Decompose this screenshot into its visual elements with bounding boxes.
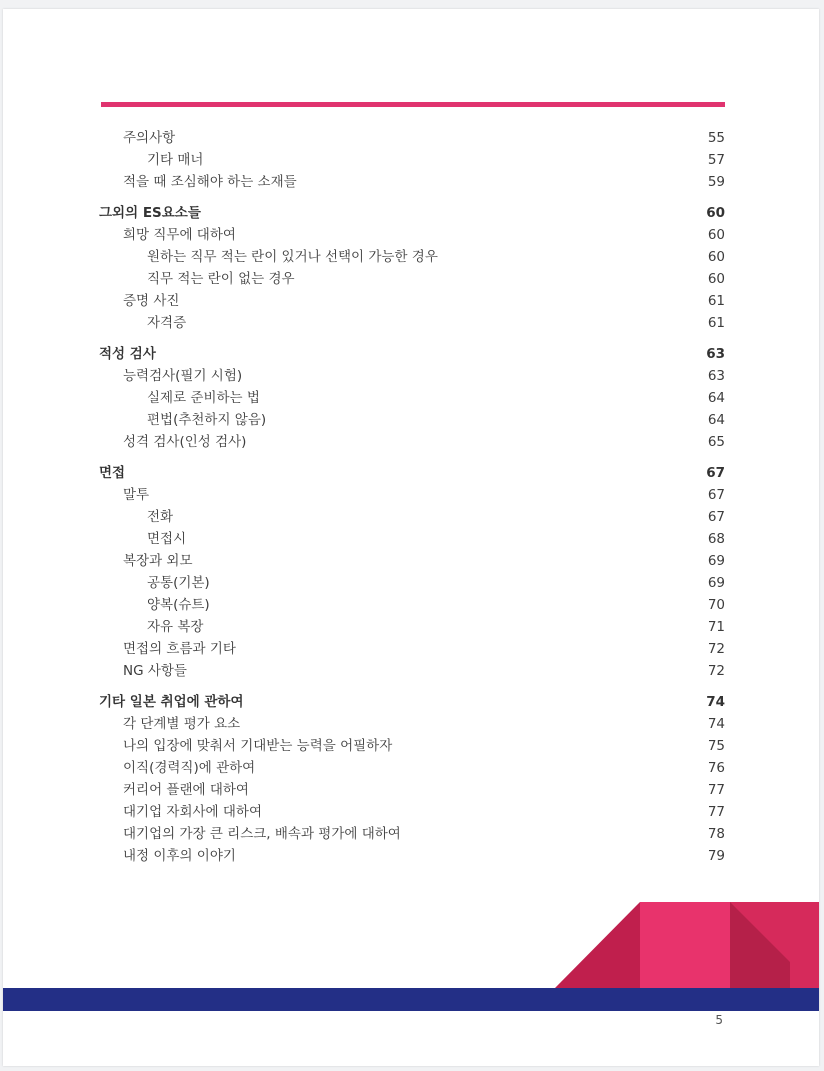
toc-entry-title: 이직(경력직)에 관하여 [123, 760, 256, 776]
toc-entry-title: 성격 검사(인성 검사) [123, 434, 247, 450]
toc-entry-title: 전화 [147, 509, 174, 525]
toc-entry-page-number: 65 [707, 434, 725, 450]
toc-entry-title: 자격증 [147, 315, 187, 331]
toc-entry-title: 기타 일본 취업에 관하여 [99, 694, 244, 710]
document-page [3, 9, 819, 1066]
toc-entry-page-number: 67 [707, 509, 725, 525]
footer-block-middle [640, 902, 730, 988]
toc-entry-title: 그외의 ES요소들 [99, 205, 201, 221]
toc-entry-page-number: 74 [707, 716, 725, 732]
toc-entry-title: 면접의 흐름과 기타 [123, 641, 236, 657]
toc-entry-title: 적성 검사 [99, 346, 156, 362]
toc-entry-title: 기타 매너 [147, 152, 204, 168]
toc-entry-page-number: 63 [706, 346, 725, 362]
toc-entry-title: 실제로 준비하는 법 [147, 390, 260, 406]
toc-entry-title: 대기업 자회사에 대하여 [123, 804, 262, 820]
toc-entry-page-number: 67 [706, 465, 725, 481]
toc-entry-page-number: 69 [707, 575, 725, 591]
toc-entry-title: 복장과 외모 [123, 553, 193, 569]
toc-entry-page-number: 76 [707, 760, 725, 776]
toc-entry-page-number: 72 [707, 641, 725, 657]
toc-entry-page-number: 61 [707, 315, 725, 331]
toc-entry-title: 증명 사진 [123, 293, 180, 309]
toc-entry-page-number: 60 [707, 249, 725, 265]
toc-entry-title: 양복(슈트) [147, 597, 210, 613]
toc-entry-title: 능력검사(필기 시험) [123, 368, 243, 384]
toc-entry-page-number: 70 [707, 597, 725, 613]
toc-entry-page-number: 67 [707, 487, 725, 503]
toc-entry-page-number: 64 [707, 390, 725, 406]
toc-entry-page-number: 71 [707, 619, 725, 635]
toc-entry-title: 면접 [99, 465, 126, 481]
toc-entry-page-number: 55 [707, 130, 725, 146]
toc-entry-title: 나의 입장에 맞춰서 기대받는 능력을 어필하자 [123, 738, 393, 754]
toc-entry-title: 직무 적는 란이 없는 경우 [147, 271, 295, 287]
toc-entry-page-number: 57 [707, 152, 725, 168]
toc-entry-page-number: 79 [707, 848, 725, 864]
toc-entry-page-number: 77 [707, 782, 725, 798]
footer-triangle-left [555, 902, 640, 988]
toc-entry-page-number: 75 [707, 738, 725, 754]
toc-entry-page-number: 64 [707, 412, 725, 428]
toc-entry-title: 말투 [123, 487, 150, 503]
toc-entry-title: 편법(추천하지 않음) [147, 412, 267, 428]
toc-entry-page-number: 72 [707, 663, 725, 679]
page-number: 5 [715, 1013, 723, 1027]
toc-entry-title: 커리어 플랜에 대하여 [123, 782, 249, 798]
toc-entry-page-number: 60 [707, 227, 725, 243]
footer-decoration [3, 9, 819, 1066]
toc-entry-page-number: 69 [707, 553, 725, 569]
toc-entry-title: 희망 직무에 대하여 [123, 227, 236, 243]
footer-navy-band [3, 988, 819, 1011]
toc-entry-page-number: 60 [707, 271, 725, 287]
toc-entry-title: 자유 복장 [147, 619, 204, 635]
toc-entry-page-number: 78 [707, 826, 725, 842]
toc-entry-page-number: 63 [707, 368, 725, 384]
toc-entry-title: 면접시 [147, 531, 187, 547]
toc-entry-page-number: 59 [707, 174, 725, 190]
toc-entry-title: 각 단계별 평가 요소 [123, 716, 241, 732]
toc-entry-page-number: 60 [706, 205, 725, 221]
toc-entry-title: 공통(기본) [147, 575, 210, 591]
toc-entry-title: 주의사항 [123, 130, 176, 146]
toc-entry-title: 원하는 직무 적는 란이 있거나 선택이 가능한 경우 [147, 249, 438, 265]
toc-entry-page-number: 68 [707, 531, 725, 547]
toc-entry-title: 대기업의 가장 큰 리스크, 배속과 평가에 대하여 [123, 826, 401, 842]
toc-entry-page-number: 74 [706, 694, 725, 710]
toc-entry-title: NG 사항들 [123, 663, 187, 679]
toc-entry-title: 적을 때 조심해야 하는 소재들 [123, 174, 297, 190]
toc-entry-page-number: 61 [707, 293, 725, 309]
toc-entry-title: 내정 이후의 이야기 [123, 848, 236, 864]
toc-entry-page-number: 77 [707, 804, 725, 820]
